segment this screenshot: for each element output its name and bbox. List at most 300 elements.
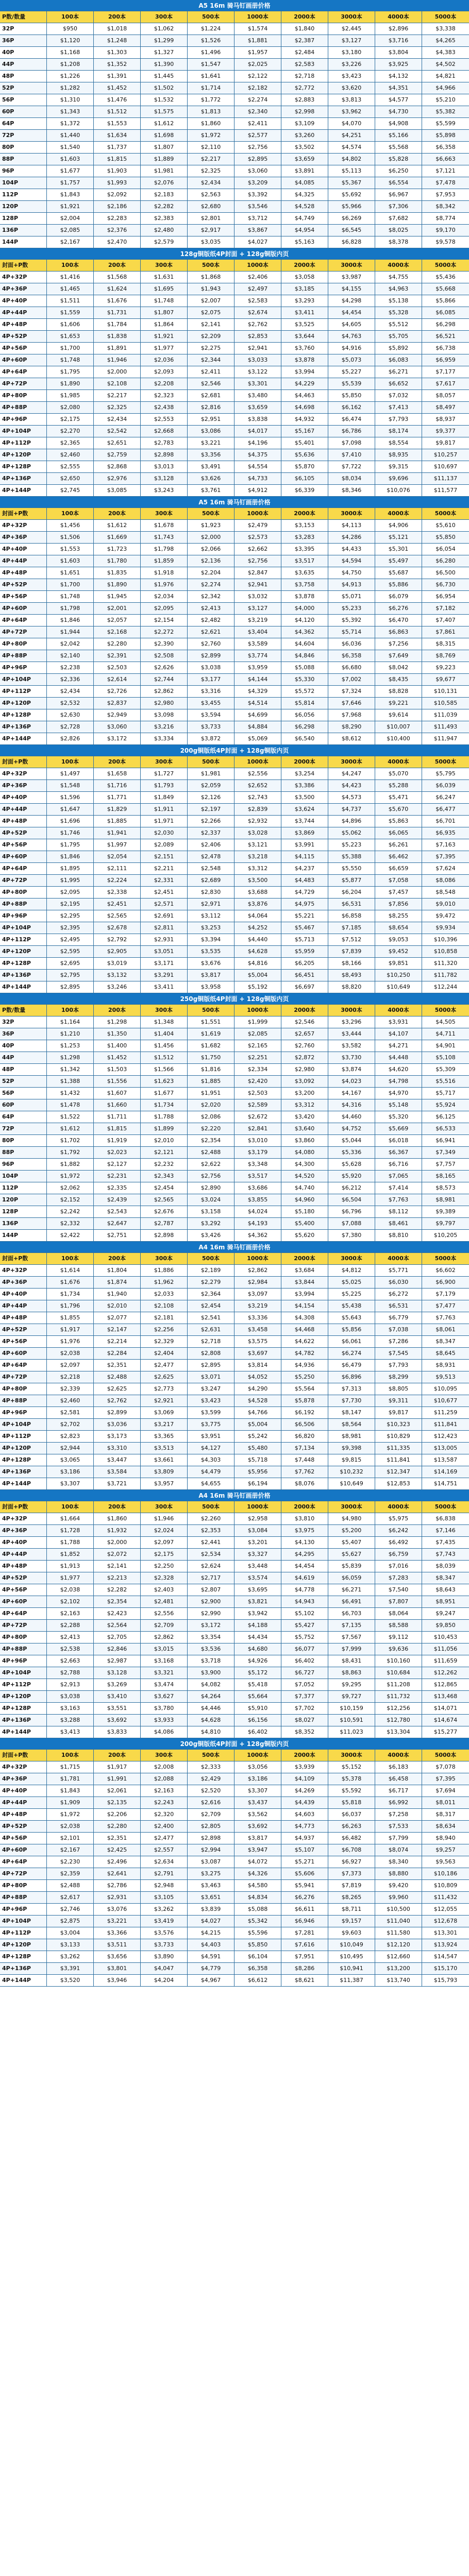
table-row — [0, 544, 469, 555]
price-cell: $2,274 — [234, 94, 281, 106]
price-cell: $2,625 — [94, 1383, 141, 1395]
price-cell: $2,579 — [141, 236, 188, 248]
price-cell: $7,177 — [435, 368, 456, 375]
table-row — [0, 555, 469, 567]
table-row — [0, 804, 469, 816]
table-row — [0, 1726, 469, 1738]
column-header-cell: 5000本 — [434, 262, 457, 268]
price-cell: $2,204 — [188, 567, 234, 579]
table-row — [0, 1856, 469, 1868]
price-cell: $1,496 — [188, 47, 234, 58]
table-row — [0, 1088, 469, 1099]
price-cell: $4,072 — [234, 1856, 281, 1868]
price-cell: $4,980 — [328, 1513, 375, 1524]
row-label-cell: 4P+144P — [0, 1478, 47, 1489]
row-label-cell: 4P+96P — [0, 662, 47, 673]
price-cell: $4,362 — [234, 1230, 281, 1241]
table-row — [0, 1643, 469, 1655]
column-header-cell: 1000本 — [234, 1750, 281, 1761]
price-cell: $2,807 — [188, 1584, 234, 1596]
price-cell: $3,201 — [234, 1537, 281, 1548]
price-cell: $4,290 — [234, 1383, 281, 1395]
price-cell: $11,732 — [375, 1691, 422, 1702]
price-cell: $6,105 — [281, 473, 328, 484]
price-cell: $1,456 — [47, 520, 94, 531]
price-cell: $4,528 — [234, 1395, 281, 1406]
price-cell: $2,080 — [47, 402, 94, 413]
column-header-cell: 100本 — [47, 1253, 94, 1264]
price-cell: $1,997 — [94, 839, 141, 851]
price-cell: $7,134 — [281, 1443, 328, 1454]
price-cell: $1,551 — [188, 1016, 234, 1028]
price-cell: $9,815 — [328, 1454, 375, 1466]
price-cell: $1,702 — [47, 1135, 94, 1146]
row-label-cell: 4P+128P — [0, 1454, 47, 1466]
price-cell: $1,682 — [188, 1040, 234, 1052]
price-cell: $2,093 — [141, 366, 188, 378]
price-cell: $14,071 — [433, 1705, 458, 1711]
price-cell: $1,391 — [94, 71, 141, 82]
price-cell: $10,591 — [328, 1715, 375, 1726]
row-label-cell: 4P+128P — [0, 461, 47, 472]
price-cell: $4,528 — [281, 201, 328, 212]
price-cell: $3,692 — [94, 1715, 141, 1726]
price-cell: $2,344 — [188, 354, 234, 366]
price-cell: $1,977 — [47, 1572, 94, 1584]
price-cell: $2,921 — [141, 1395, 188, 1406]
price-cell: $4,434 — [234, 1632, 281, 1643]
price-cell: $2,808 — [188, 1348, 234, 1359]
price-cell: $2,984 — [234, 1277, 281, 1288]
row-label-cell: 4P+56P — [0, 839, 47, 851]
price-cell: $6,504 — [328, 1194, 375, 1206]
price-cell: $13,587 — [433, 1456, 458, 1463]
price-cell: $1,226 — [47, 71, 94, 82]
price-cell: $4,265 — [435, 37, 456, 44]
price-cell: $3,844 — [281, 1277, 328, 1288]
price-cell: $2,557 — [141, 1844, 188, 1856]
price-cell: $8,951 — [435, 1598, 456, 1605]
price-cell: $4,196 — [234, 437, 281, 449]
price-section — [0, 0, 469, 248]
price-cell: $3,217 — [141, 1419, 188, 1430]
row-label-cell: 4P+120P — [0, 1939, 47, 1951]
price-cell: $12,678 — [433, 1918, 458, 1924]
price-cell: $2,197 — [188, 804, 234, 815]
price-cell: $1,918 — [141, 567, 188, 579]
price-cell: $7,951 — [281, 1951, 328, 1962]
row-label-cell: 4P+48P — [0, 319, 47, 330]
row-label-cell: 4P+96P — [0, 1904, 47, 1915]
price-cell: $1,714 — [188, 82, 234, 94]
row-label-cell: 72P — [0, 1123, 47, 1134]
price-cell: $10,250 — [375, 970, 422, 981]
price-cell: $1,846 — [47, 615, 94, 626]
price-cell: $6,533 — [435, 1125, 456, 1132]
price-cell: $3,925 — [375, 59, 422, 70]
price-cell: $2,391 — [94, 650, 141, 662]
price-cell: $2,548 — [188, 863, 234, 874]
price-cell: $3,172 — [94, 733, 141, 744]
price-cell: $6,402 — [281, 1655, 328, 1667]
price-cell: $1,748 — [47, 354, 94, 366]
row-label-cell: 112P — [0, 189, 47, 200]
price-cell: $6,492 — [375, 1537, 422, 1548]
price-cell: $2,354 — [188, 1135, 234, 1146]
price-cell: $1,164 — [47, 1016, 94, 1028]
row-label-cell: 4P+104P — [0, 922, 47, 934]
price-cell: $1,624 — [94, 283, 141, 295]
price-cell: $2,895 — [234, 154, 281, 165]
price-cell: $8,061 — [435, 1326, 456, 1333]
price-cell: $2,998 — [281, 106, 328, 117]
row-header-cell: P数/数量 — [0, 11, 47, 23]
price-cell: $2,334 — [234, 1064, 281, 1075]
price-cell: $4,329 — [234, 686, 281, 697]
price-cell: $7,999 — [328, 1643, 375, 1655]
price-cell: $3,168 — [141, 1655, 188, 1667]
price-cell: $1,348 — [141, 1016, 188, 1028]
price-cell: $8,937 — [435, 416, 456, 422]
price-cell: $3,158 — [188, 1206, 234, 1217]
price-cell: $2,811 — [141, 922, 188, 934]
row-label-cell: 4P+112P — [0, 1431, 47, 1442]
price-cell: $3,878 — [281, 591, 328, 602]
price-cell: $2,709 — [141, 1620, 188, 1631]
price-cell: $3,821 — [234, 1596, 281, 1607]
price-cell: $9,850 — [435, 1622, 456, 1629]
price-cell: $5,839 — [328, 1561, 375, 1572]
table-row — [0, 579, 469, 591]
row-label-cell: 104P — [0, 177, 47, 189]
price-cell: $1,512 — [94, 106, 141, 117]
price-cell: $1,951 — [188, 1088, 234, 1099]
column-header-cell: 4000本 — [375, 508, 422, 519]
price-cell: $2,108 — [141, 1300, 188, 1312]
price-cell: $2,941 — [234, 579, 281, 590]
price-cell: $1,750 — [188, 1052, 234, 1063]
price-cell: $3,651 — [188, 1892, 234, 1903]
price-cell: $8,347 — [435, 1574, 456, 1581]
price-cell: $2,826 — [47, 733, 94, 744]
price-cell: $2,728 — [47, 721, 94, 733]
price-cell: $4,085 — [281, 177, 328, 189]
price-cell: $3,426 — [188, 1230, 234, 1241]
price-cell: $3,640 — [281, 1123, 328, 1134]
price-cell: $4,295 — [281, 1549, 328, 1560]
price-cell: $14,751 — [433, 1480, 458, 1487]
row-label-cell: 40P — [0, 47, 47, 58]
row-label-cell: 4P+64P — [0, 1608, 47, 1619]
price-cell: $9,170 — [435, 227, 456, 233]
price-cell: $2,010 — [141, 1135, 188, 1146]
price-cell: $2,288 — [47, 1620, 94, 1631]
row-label-cell: 4P+80P — [0, 887, 47, 898]
price-cell: $2,331 — [141, 875, 188, 886]
price-cell: $4,120 — [281, 615, 328, 626]
row-label-cell: 4P+144P — [0, 981, 47, 993]
table-row — [0, 1348, 469, 1360]
price-cell: $12,347 — [375, 1466, 422, 1478]
column-header-cell: 1000本 — [234, 1501, 281, 1513]
price-cell: $3,085 — [94, 485, 141, 496]
price-cell: $6,125 — [435, 1113, 456, 1120]
price-cell: $3,860 — [281, 1135, 328, 1146]
price-cell: $2,181 — [141, 1312, 188, 1324]
price-cell: $7,121 — [435, 167, 456, 174]
column-header-cell: 200本 — [94, 1005, 141, 1016]
price-cell: $7,380 — [328, 1230, 375, 1241]
price-cell: $5,878 — [281, 1395, 328, 1406]
price-cell: $1,890 — [94, 579, 141, 590]
price-section — [0, 248, 469, 497]
price-cell: $5,814 — [281, 698, 328, 709]
price-cell: $2,726 — [94, 686, 141, 697]
price-cell: $4,064 — [234, 910, 281, 922]
price-cell: $1,840 — [281, 23, 328, 35]
price-cell: $6,703 — [328, 1608, 375, 1619]
table-row — [0, 1076, 469, 1088]
price-cell: $2,756 — [234, 142, 281, 153]
price-cell: $3,316 — [188, 686, 234, 697]
price-cell: $5,717 — [435, 1090, 456, 1096]
price-cell: $3,511 — [94, 1939, 141, 1951]
price-cell: $4,325 — [281, 189, 328, 200]
price-cell: $8,774 — [435, 215, 456, 222]
price-cell: $4,752 — [328, 1123, 375, 1134]
price-cell: $1,792 — [47, 1147, 94, 1158]
price-cell: $2,890 — [188, 1182, 234, 1194]
price-cell: $7,078 — [435, 1764, 456, 1770]
section-title: A5 16m 骑马钉画册价格 — [0, 0, 469, 11]
price-cell: $3,036 — [94, 1419, 141, 1430]
column-header-cell: 300本 — [141, 508, 188, 519]
price-cell: $3,087 — [188, 1856, 234, 1868]
price-cell: $3,307 — [234, 1785, 281, 1797]
price-cell: $4,966 — [435, 84, 456, 91]
price-cell: $3,366 — [94, 1927, 141, 1939]
price-cell: $11,580 — [375, 1927, 422, 1939]
price-cell: $5,070 — [375, 768, 422, 779]
column-header-cell: 500本 — [188, 1501, 234, 1513]
price-cell: $2,359 — [47, 1868, 94, 1879]
price-cell: $7,146 — [435, 1527, 456, 1534]
price-cell: $3,386 — [281, 780, 328, 791]
price-cell: $2,898 — [188, 1833, 234, 1844]
price-cell: $4,698 — [281, 402, 328, 413]
price-cell: $2,621 — [188, 626, 234, 638]
price-cell: $1,972 — [188, 130, 234, 141]
price-cell: $7,395 — [435, 853, 456, 860]
table-row — [0, 402, 469, 414]
price-cell: $8,340 — [375, 1856, 422, 1868]
price-cell: $3,275 — [188, 1868, 234, 1879]
row-label-cell: 4P+56P — [0, 591, 47, 602]
price-cell: $5,401 — [281, 437, 328, 449]
column-header-cell: 200本 — [94, 1253, 141, 1264]
price-cell: $3,216 — [141, 721, 188, 733]
price-cell: $3,994 — [281, 1289, 328, 1300]
price-cell: $2,980 — [141, 698, 188, 709]
price-cell: $11,040 — [375, 1916, 422, 1927]
price-cell: $1,299 — [141, 35, 188, 46]
price-cell: $4,821 — [435, 73, 456, 79]
price-cell: $9,295 — [328, 1679, 375, 1690]
price-cell: $2,320 — [141, 1809, 188, 1820]
price-cell: $11,577 — [433, 487, 458, 494]
price-cell: $5,924 — [435, 1101, 456, 1108]
row-label-cell: 4P+64P — [0, 615, 47, 626]
price-cell: $8,165 — [435, 1173, 456, 1179]
price-cell: $1,676 — [94, 295, 141, 307]
price-cell: $9,420 — [375, 1880, 422, 1891]
price-cell: $5,113 — [328, 165, 375, 177]
price-cell: $2,102 — [47, 1596, 94, 1607]
table-row — [0, 1111, 469, 1123]
price-cell: $10,049 — [328, 1939, 375, 1951]
price-cell: $8,027 — [281, 1715, 328, 1726]
price-cell: $1,903 — [94, 165, 141, 177]
price-cell: $1,603 — [47, 154, 94, 165]
price-cell: $1,999 — [234, 1016, 281, 1028]
row-label-cell: 4P+48P — [0, 1561, 47, 1572]
price-cell: $1,874 — [94, 1277, 141, 1288]
price-cell: $6,786 — [328, 426, 375, 437]
price-cell: $8,074 — [375, 1844, 422, 1856]
row-label-cell: 36P — [0, 35, 47, 46]
price-cell: $6,738 — [435, 345, 456, 351]
price-cell: $8,112 — [375, 1206, 422, 1217]
table-row — [0, 1312, 469, 1324]
price-cell: $2,676 — [141, 1206, 188, 1217]
row-label-cell: 4P+136P — [0, 1466, 47, 1478]
row-label-cell: 4P+40P — [0, 1289, 47, 1300]
price-cell: $4,023 — [328, 1076, 375, 1087]
price-cell: $3,536 — [188, 1643, 234, 1655]
price-cell: $1,921 — [47, 201, 94, 212]
price-cell: $1,647 — [47, 804, 94, 815]
price-cell: $2,429 — [188, 1773, 234, 1785]
price-cell: $2,898 — [141, 1230, 188, 1241]
price-cell: $2,477 — [141, 1360, 188, 1371]
price-cell: $8,805 — [375, 1383, 422, 1395]
row-label-cell: 4P+56P — [0, 1833, 47, 1844]
price-cell: $2,556 — [234, 768, 281, 779]
table-row — [0, 1572, 469, 1584]
price-cell: $4,132 — [375, 71, 422, 82]
price-cell: $8,931 — [435, 1362, 456, 1368]
price-cell: $5,606 — [281, 1868, 328, 1879]
row-label-cell: 4P+52P — [0, 1324, 47, 1335]
price-cell: $3,312 — [234, 863, 281, 874]
table-row — [0, 1809, 469, 1821]
price-cell: $3,959 — [234, 662, 281, 673]
row-label-cell: 4P+128P — [0, 1951, 47, 1962]
price-cell: $3,292 — [188, 1218, 234, 1229]
price-cell: $7,179 — [435, 1291, 456, 1297]
price-cell: $5,599 — [435, 120, 456, 127]
price-cell: $3,127 — [328, 35, 375, 46]
price-cell: $1,664 — [47, 1513, 94, 1524]
header-row — [0, 508, 469, 520]
price-cell: $6,701 — [435, 818, 456, 824]
price-cell: $4,812 — [328, 1265, 375, 1276]
price-cell: $12,120 — [375, 1939, 422, 1951]
price-cell: $1,168 — [47, 47, 94, 58]
price-cell: $5,550 — [328, 863, 375, 874]
price-cell: $10,858 — [433, 948, 458, 955]
price-cell: $8,981 — [435, 1196, 456, 1203]
price-cell: $2,218 — [47, 1371, 94, 1383]
price-cell: $3,288 — [47, 1715, 94, 1726]
price-cell: $6,077 — [281, 1643, 328, 1655]
price-cell: $2,532 — [47, 698, 94, 709]
price-cell: $6,056 — [281, 709, 328, 721]
table-row — [0, 1549, 469, 1561]
price-cell: $3,392 — [234, 189, 281, 200]
table-row — [0, 1892, 469, 1904]
price-cell: $2,705 — [94, 1632, 141, 1643]
price-cell: $5,620 — [281, 1230, 328, 1241]
price-cell: $1,852 — [47, 1549, 94, 1560]
price-cell: $1,553 — [47, 544, 94, 555]
price-cell: $4,502 — [435, 61, 456, 67]
price-cell: $3,348 — [234, 1159, 281, 1170]
price-cell: $3,038 — [188, 662, 234, 673]
price-cell: $8,820 — [328, 981, 375, 993]
price-cell: $2,662 — [234, 544, 281, 555]
price-cell: $5,568 — [375, 142, 422, 153]
price-cell: $5,073 — [328, 354, 375, 366]
table-row — [0, 1679, 469, 1691]
price-cell: $8,880 — [375, 1868, 422, 1879]
price-cell: $6,192 — [281, 1407, 328, 1418]
table-row — [0, 1975, 469, 1987]
price-cell: $1,120 — [47, 35, 94, 46]
price-cell: $7,743 — [435, 1551, 456, 1557]
price-cell: $2,282 — [94, 1584, 141, 1596]
price-cell: $2,773 — [141, 1383, 188, 1395]
table-row — [0, 899, 469, 910]
price-cell: $4,834 — [234, 1892, 281, 1903]
price-cell: $5,107 — [281, 1844, 328, 1856]
price-cell: $1,400 — [94, 1040, 141, 1052]
row-label-cell: 4P+88P — [0, 650, 47, 662]
price-cell: $1,815 — [94, 1123, 141, 1134]
price-cell: $4,896 — [328, 816, 375, 827]
price-cell: $2,000 — [94, 366, 141, 378]
price-cell: $2,875 — [47, 1916, 94, 1927]
price-cell: $3,712 — [234, 213, 281, 224]
price-cell: $2,168 — [94, 626, 141, 638]
row-label-cell: 4P+52P — [0, 1572, 47, 1584]
price-cell: $8,940 — [435, 1835, 456, 1841]
price-cell: $3,109 — [281, 118, 328, 129]
table-row — [0, 827, 469, 839]
price-cell: $3,395 — [281, 544, 328, 555]
row-label-cell: 4P+56P — [0, 343, 47, 354]
price-cell: $5,516 — [435, 1078, 456, 1084]
price-cell: $4,937 — [281, 1833, 328, 1844]
price-cell: $2,337 — [188, 827, 234, 839]
price-cell: $3,133 — [47, 1939, 94, 1951]
table-row — [0, 1904, 469, 1916]
row-label-cell: 4P+80P — [0, 638, 47, 650]
row-label-cell: 56P — [0, 1088, 47, 1099]
price-cell: $1,981 — [188, 768, 234, 779]
price-cell: $7,757 — [435, 1161, 456, 1167]
price-cell: $9,677 — [435, 676, 456, 683]
